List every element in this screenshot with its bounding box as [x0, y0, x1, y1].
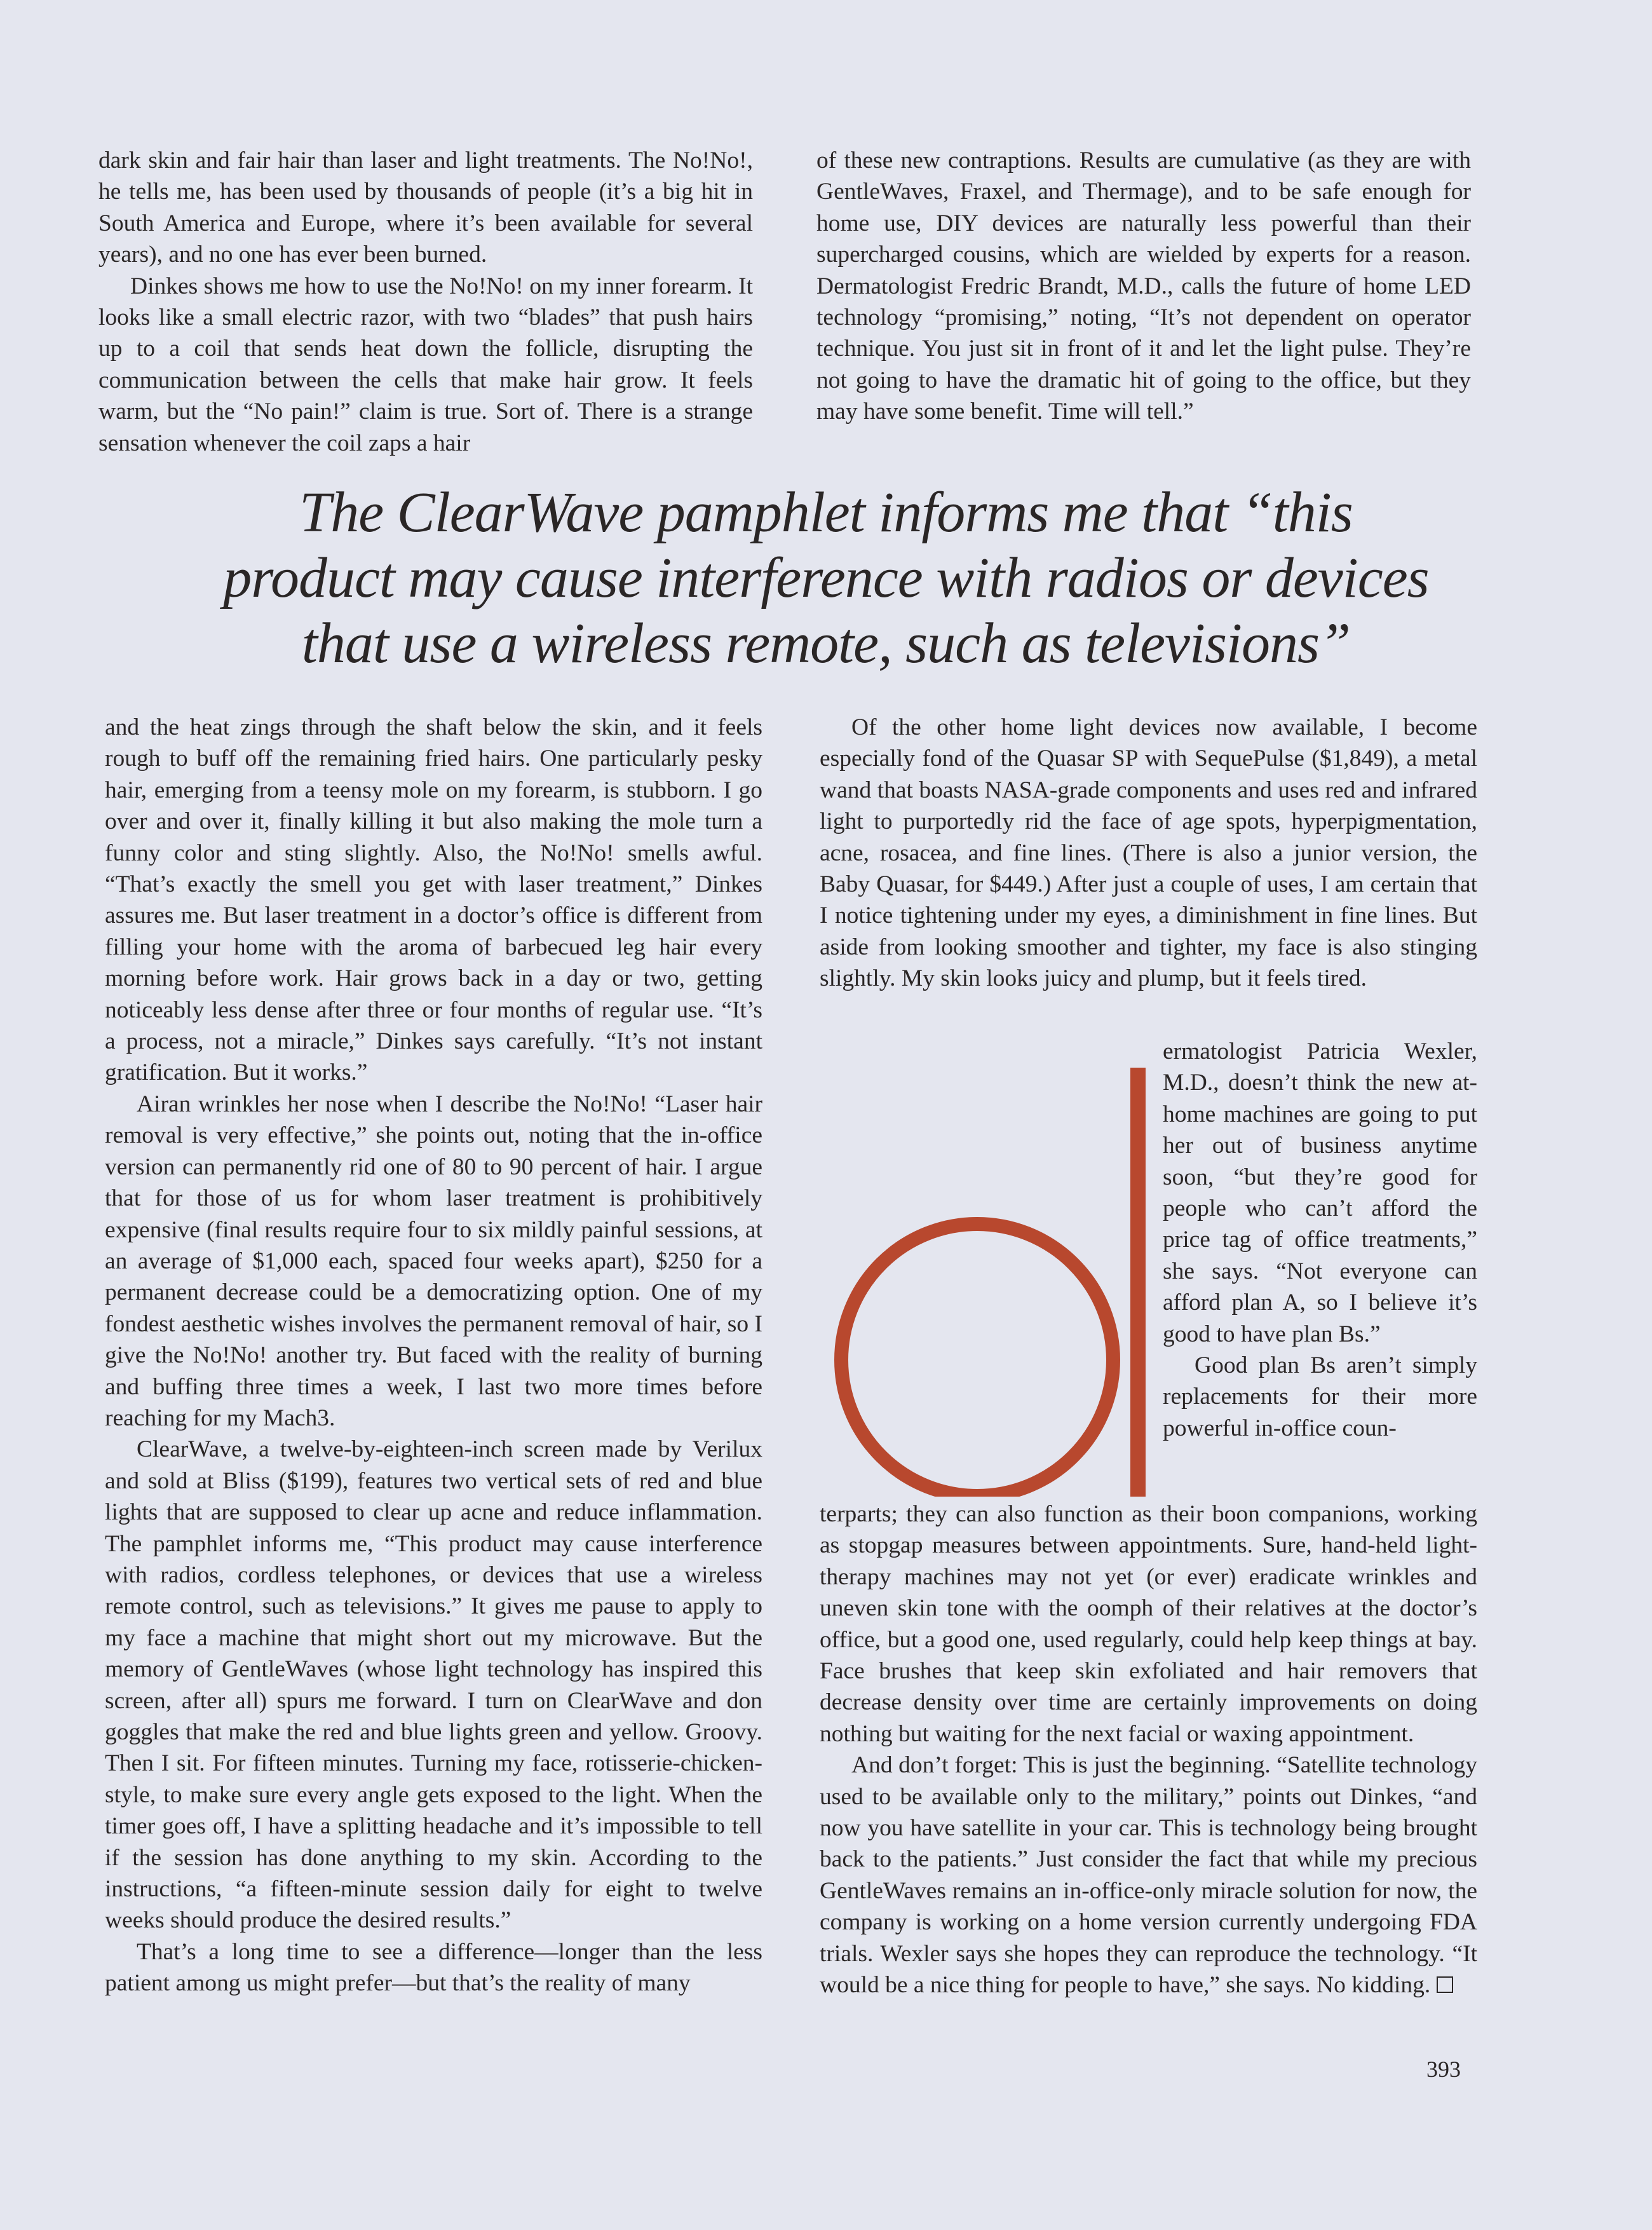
paragraph: and the heat zings through the shaft below the skin, and it feels rough to buff off the remaining fried hairs. One particularly pesky hair, emerging from a teensy mole on my forearm, is stubborn. I go over and over it, finally killing it but also making the mole turn a funny color and sting slightly. Also, the No!No! smells awful. “That’s exactly the smell you get with laser treatment,” Dinkes assures me. But laser treatment in a doctor’s office is different from filling your home with the aroma of barbecued leg hair every morning before work. Hair grows back in a day or two, getting noticeably less dense after three or four months of regular use. “It’s a process, not a miracle,” Dinkes says carefully. “It’s not instant gratification. But it works.”: [105, 714, 762, 1086]
paragraph: [820, 1750, 1477, 2001]
paragraph: Airan wrinkles her nose when I describe the No!No! “Laser hair removal is very effective,” she points out, noting that the in-office version can permanently rid one of 80 to 90 percent of hair. I argue that for those of us for whom laser treatment is prohibitively expensive (final results require four to six mildly painful sessions, at an average of $1,000 each, spaced four weeks apart), $250 for a permanent decrease could be a democratizing option. One of my fondest aesthetic wishes involves the permanent removal of hair, so I give the No!No! another try. But faced with the reality of burning and buffing three times a week, I last two more times before reaching for my Mach3.: [105, 1091, 762, 1431]
column-2-bottom: [820, 712, 1477, 995]
paragraph: dark skin and fair hair than laser and light treatments. The No!No!, he tells me, has been used by thousands of people (it’s a big hit in South America and Europe, where it’s been available for several years), and no one has ever been burned.: [98, 147, 753, 268]
column-1-top: [98, 145, 753, 459]
column-2-top: [816, 145, 1471, 428]
column-2-tail: [820, 1499, 1477, 2001]
paragraph: Of the other home light devices now available, I become especially fond of the Quasar SP with SequePulse ($1,849), a metal wand that boasts NASA-grade components and uses red and infrared light to purportedly rid the face of age spots, hyperpigmentation, acne, rosacea, and fine lines. (There is also a junior version, the Baby Quasar, for $449.) After just a couple of uses, I am certain that I notice tightening under my eyes, a diminishment in fine lines. But aside from looking smoother and tighter, my face is also stinging slightly. My skin looks juicy and plump, but it feels tired.: [820, 714, 1477, 992]
drop-cap-wrap-text: [1163, 1036, 1477, 1444]
drop-cap-letter-d: [841, 1068, 1146, 1497]
paragraph: of these new contraptions. Results are cumulative (as they are with GentleWaves, Fraxel, and Thermage), and to be safe enough for home use, DIY devices are naturally less powerful than their supercharged cousins, which are wielded by experts for a reason. Dermatologist Fredric Brandt, M.D., calls the future of home LED technology “promising,” noting, “It’s not dependent on operator technique. You just sit in front of it and let the light pulse. They’re not going to have the dramatic hit of going to the office, but they may have some benefit. Time will tell.”: [816, 147, 1471, 425]
pull-quote: [89, 480, 1563, 676]
paragraph: Dinkes shows me how to use the No!No! on my inner forearm. It looks like a small electric razor, with two “blades” that push hairs up to a coil that sends heat down the follicle, disrupting the communication between the cells that make hair grow. It feels warm, but the “No pain!” claim is true. Sort of. There is a strange sensation whenever the coil zaps a hair: [98, 273, 753, 456]
paragraph: terparts; they can also function as their boon companions, working as stopgap measures between appointments. Sure, hand-held light-therapy machines may not yet (or ever) eradicate wrinkles and uneven skin tone with the oomph of their relatives at the doctor’s office, but a good one, used regularly, could help keep things at bay. Face brushes that keep skin exfoliated and hair removers that decrease density over time are certainly improvements on doing nothing but waiting for the next facial or waxing appointment.: [820, 1501, 1477, 1747]
paragraph: Good plan Bs aren’t simply replacements for their more powerful in-office coun-: [1163, 1352, 1477, 1441]
column-1-bottom: [105, 712, 762, 1999]
pull-quote-line: that use a wireless remote, such as televisions”: [301, 612, 1351, 675]
paragraph: ermatologist Patricia Wexler, M.D., doesn’t think the new at-home machines are going to put her out of business anytime soon, “but they’re good for people who can’t afford the price tag of office treatments,” she says. “Not everyone can afford plan A, so I believe it’s good to have plan Bs.”: [1163, 1038, 1477, 1347]
drop-cap: [820, 1068, 1163, 1497]
pull-quote-line: product may cause interference with radios or devices: [223, 547, 1429, 609]
end-mark-icon: [1437, 1976, 1453, 1993]
paragraph: That’s a long time to see a difference—longer than the less patient among us might prefer—but that’s the reality of many: [105, 1938, 762, 1997]
page-number: 393: [1426, 2057, 1461, 2082]
paragraph: ClearWave, a twelve-by-eighteen-inch screen made by Verilux and sold at Bliss ($199), features two vertical sets of red and blue lights that are supposed to clear up acne and reduce inflammation. The pamphlet informs me, “This product may cause interference with radios, cordless telephones, or devices that use a wireless remote control, such as televisions.” It gives me pause to apply to my face a machine that might short out my microwave. But the memory of GentleWaves (whose light technology has inspired this screen, after all) spurs me forward. I turn on ClearWave and don goggles that make the red and blue lights green and yellow. Groovy. Then I sit. For fifteen minutes. Turning my face, rotisserie-chicken-style, to make sure every angle gets exposed to the light. When the timer goes off, I have a splitting headache and it’s impossible to tell if the session has done anything to my skin. According to the instructions, “a fifteen-minute session daily for eight to twelve weeks should produce the desired results.”: [105, 1436, 762, 1934]
closing-text: And don’t forget: This is just the beginning. “Satellite technology used to be available only to the military,” points out Dinkes, “and now you have satellite in your car. This is technology being brought back to the patients.” Just consider the fact that while my precious GentleWaves remains an in-office-only miracle solution for now, the company is working on a home version currently undergoing FDA trials. Wexler says she hopes they can reproduce the technology. “It would be a nice thing for people to have,” she says. No kidding.: [820, 1752, 1477, 1999]
pull-quote-line: The ClearWave pamphlet informs me that “this: [299, 481, 1353, 544]
